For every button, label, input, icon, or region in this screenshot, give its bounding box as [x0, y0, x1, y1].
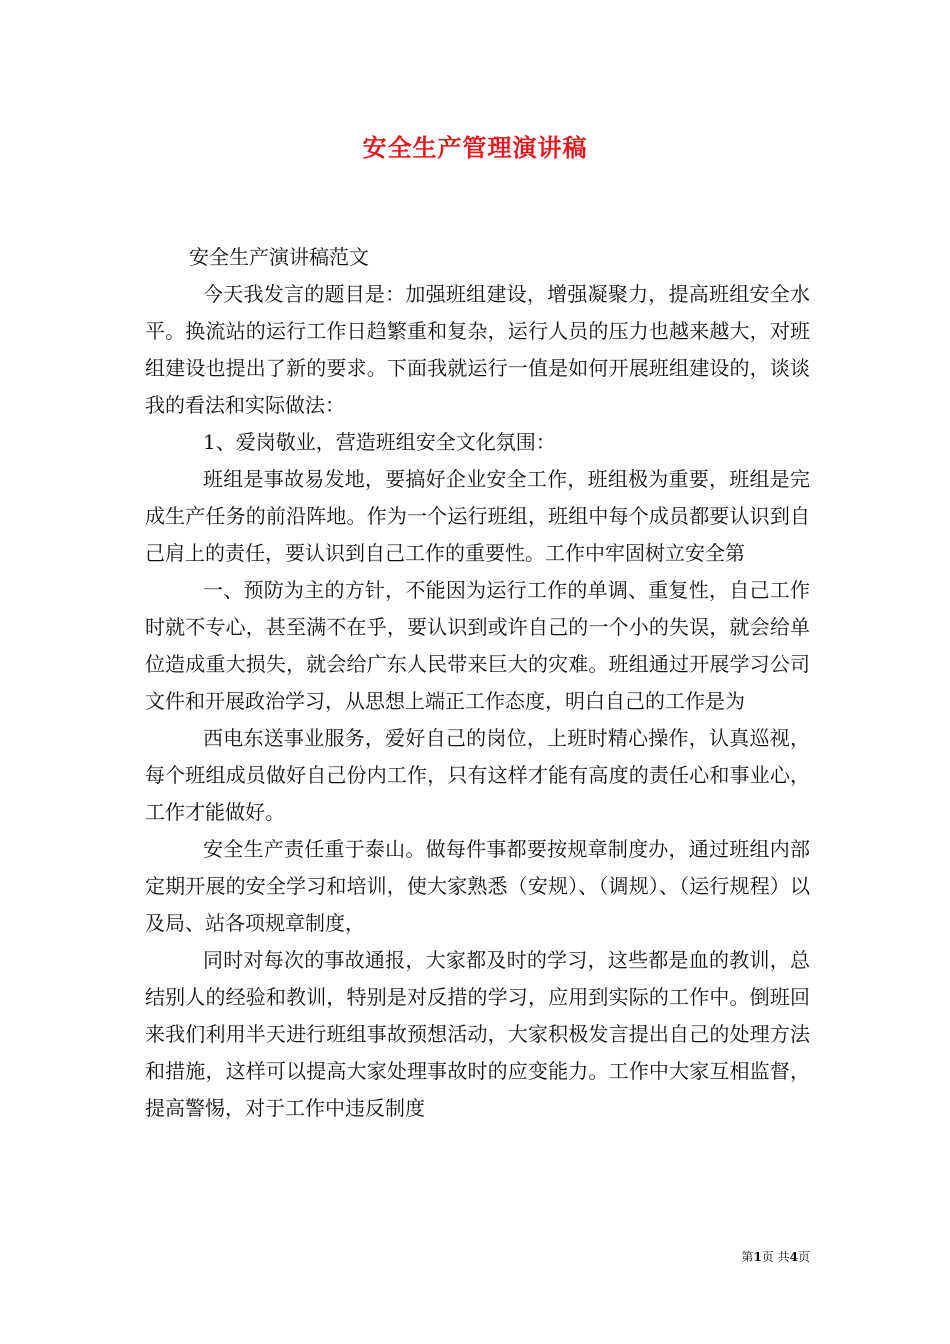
footer-total-pages: 4 [789, 1250, 798, 1264]
paragraph-prevention: 一、预防为主的方针，不能因为运行工作的单调、重复性，自己工作时就不专心，甚至满不在乎，要认识到或许自己的一个小的失误，就会给单位造成重大损失，就会给广东人民带来巨大的灾难。班组通过开展学习公司文件和开展政治学习，从思想上端正工作态度，明白自己的工作是为 [145, 578, 810, 713]
footer-middle: 页 共 [761, 1250, 790, 1264]
footer-prefix: 第 [741, 1250, 754, 1264]
document-subtitle: 安全生产演讲稿范文 [189, 245, 369, 269]
paragraph-responsibility: 安全生产责任重于泰山。做每件事都要按规章制度办，通过班组内部定期开展的安全学习和培训，使大家熟悉（安规）、（调规）、（运行规程）以及局、站各项规章制度， [145, 837, 810, 935]
document-body [145, 239, 810, 1127]
paragraph-team-role: 班组是事故易发地，要搞好企业安全工作，班组极为重要，班组是完成生产任务的前沿阵地。作为一个运行班组，班组中每个成员都要认识到自己肩上的责任，要认识到自己工作的重要性。工作中牢固树立安全第 [145, 467, 810, 565]
paragraph-section-heading: 1、爱岗敬业，营造班组安全文化氛围： [203, 430, 556, 454]
page-number-footer [650, 1248, 810, 1266]
paragraph-intro: 今天我发言的题目是：加强班组建设，增强凝聚力，提高班组安全水平。换流站的运行工作日趋繁重和复杂，运行人员的压力也越来越大，对班组建设也提出了新的要求。下面我就运行一值是如何开展班组建设的，谈谈我的看法和实际做法： [145, 282, 810, 417]
document-title: 安全生产管理演讲稿 [362, 133, 588, 162]
footer-suffix: 页 [797, 1250, 810, 1264]
footer-current-page: 1 [753, 1250, 762, 1264]
paragraph-west-east: 西电东送事业服务，爱好自己的岗位，上班时精心操作，认真巡视，每个班组成员做好自己份内工作，只有这样才能有高度的责任心和事业心，工作才能做好。 [145, 726, 810, 824]
paragraph-accident-learning: 同时对每次的事故通报，大家都及时的学习，这些都是血的教训，总结别人的经验和教训，特别是对反措的学习，应用到实际的工作中。倒班回来我们利用半天进行班组事故预想活动，大家积极发言提出自己的处理方法和措施，这样可以提高大家处理事故时的应变能力。工作中大家互相监督，提高警惕，对于工作中违反制度 [145, 948, 810, 1120]
